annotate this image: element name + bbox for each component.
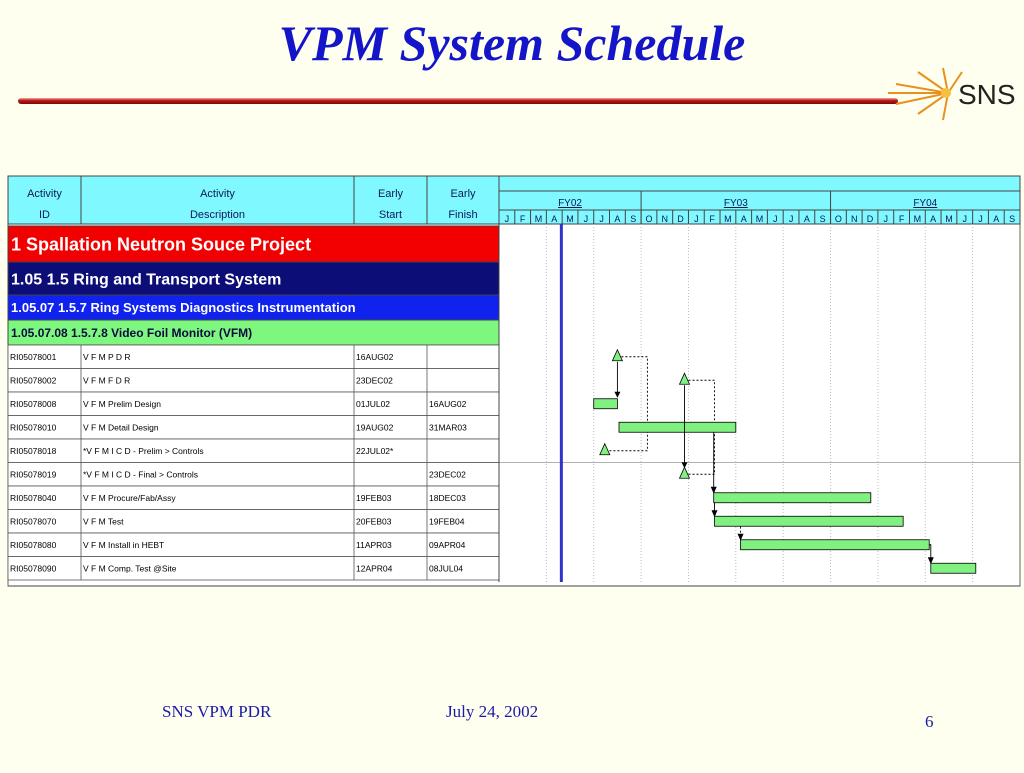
month-label: J bbox=[978, 214, 983, 224]
activity-bar bbox=[741, 540, 930, 550]
table-row bbox=[8, 463, 499, 487]
activity-early-start: 23DEC02 bbox=[356, 375, 393, 386]
table-row bbox=[8, 369, 499, 393]
activity-description: V F M Prelim Design bbox=[83, 398, 161, 409]
header-description-line2: Description bbox=[189, 209, 246, 221]
month-label: J bbox=[583, 214, 589, 224]
month-label: A bbox=[551, 214, 558, 224]
activity-id: RI05078019 bbox=[10, 469, 57, 480]
activity-early-start: 11APR03 bbox=[356, 539, 392, 550]
month-label: F bbox=[519, 214, 526, 224]
month-label: A bbox=[614, 214, 621, 224]
wbs-level-2-label: 1.05 1.5 Ring and Transport System bbox=[11, 271, 282, 289]
table-row bbox=[8, 533, 499, 557]
table-row bbox=[8, 557, 499, 581]
month-label: M bbox=[566, 214, 574, 224]
table-row bbox=[8, 345, 499, 369]
header-activity-id-line2: ID bbox=[39, 209, 50, 221]
header-description-line1: Activity bbox=[200, 188, 235, 200]
month-label: J bbox=[504, 214, 510, 224]
activity-id: RI05078001 bbox=[10, 351, 57, 362]
month-label: S bbox=[630, 214, 637, 224]
activity-bar bbox=[714, 493, 871, 503]
data-date-line bbox=[560, 224, 563, 582]
month-label: O bbox=[834, 214, 842, 224]
activity-early-finish: 31MAR03 bbox=[429, 422, 467, 433]
table-header-bg bbox=[8, 176, 499, 224]
month-label: M bbox=[724, 214, 732, 224]
table-row bbox=[8, 439, 499, 463]
activity-description: V F M Comp. Test @Site bbox=[83, 563, 177, 574]
activity-description: V F M Detail Design bbox=[83, 422, 159, 433]
activity-id: RI05078008 bbox=[10, 398, 57, 409]
fiscal-year-label: FY03 bbox=[723, 198, 748, 209]
month-label: D bbox=[866, 214, 874, 224]
month-label: M bbox=[534, 214, 543, 224]
activity-description: V F M P D R bbox=[83, 351, 131, 362]
wbs-level-1-label: 1 Spallation Neutron Souce Project bbox=[11, 234, 312, 255]
fiscal-year-label: FY02 bbox=[558, 198, 582, 209]
activity-early-start: 16AUG02 bbox=[356, 351, 394, 362]
header-early-finish-line1: Early bbox=[450, 188, 476, 200]
month-label: J bbox=[599, 214, 604, 224]
month-label: O bbox=[645, 214, 653, 224]
activity-bar bbox=[931, 563, 976, 573]
activity-bar bbox=[594, 399, 618, 409]
month-label: A bbox=[740, 214, 747, 224]
month-label: J bbox=[788, 214, 794, 224]
activity-early-start: 19FEB03 bbox=[356, 492, 392, 503]
activity-description: V F M Install in HEBT bbox=[83, 539, 165, 550]
footer-date: July 24, 2002 bbox=[446, 702, 539, 721]
activity-description: V F M Procure/Fab/Assy bbox=[83, 492, 176, 503]
month-label: J bbox=[883, 214, 889, 224]
month-label: A bbox=[993, 214, 1000, 224]
activity-early-finish: 08JUL04 bbox=[429, 563, 464, 574]
activity-description: V F M F D R bbox=[83, 375, 131, 386]
wbs-level-3-label: 1.05.07 1.5.7 Ring Systems Diagnostics Instrumentation bbox=[11, 300, 356, 316]
header-activity-id-line1: Activity bbox=[27, 188, 62, 200]
month-label: N bbox=[661, 214, 669, 224]
activity-early-start: 22JUL02* bbox=[356, 445, 394, 456]
activity-early-finish: 19FEB04 bbox=[429, 516, 465, 527]
month-label: J bbox=[694, 214, 699, 224]
month-label: A bbox=[930, 214, 937, 224]
month-label: N bbox=[850, 214, 858, 224]
activity-id: RI05078010 bbox=[10, 422, 57, 433]
footer-left: SNS VPM PDR bbox=[162, 702, 272, 721]
fiscal-year-label: FY04 bbox=[913, 198, 938, 209]
activity-early-finish: 16AUG02 bbox=[429, 398, 467, 409]
month-label: J bbox=[773, 214, 778, 224]
header-early-finish-line2: Finish bbox=[448, 209, 478, 221]
month-label: M bbox=[945, 214, 953, 224]
month-label: D bbox=[677, 214, 684, 224]
activity-id: RI05078090 bbox=[10, 563, 57, 574]
activity-description: V F M Test bbox=[83, 516, 124, 527]
month-label: A bbox=[803, 214, 810, 224]
month-label: S bbox=[819, 214, 826, 224]
activity-early-finish: 18DEC03 bbox=[429, 492, 466, 503]
header-early-start-line1: Early bbox=[377, 188, 404, 200]
table-row bbox=[8, 416, 499, 440]
activity-early-finish: 09APR04 bbox=[429, 539, 466, 550]
activity-early-finish: 23DEC02 bbox=[429, 469, 466, 480]
activity-early-start: 20FEB03 bbox=[356, 516, 392, 527]
activity-id: RI05078080 bbox=[10, 539, 57, 550]
activity-bar bbox=[619, 422, 736, 432]
activity-id: RI05078070 bbox=[10, 516, 57, 527]
table-row bbox=[8, 392, 499, 416]
activity-early-start: 19AUG02 bbox=[356, 422, 394, 433]
activity-id: RI05078040 bbox=[10, 492, 57, 503]
activity-id: RI05078018 bbox=[10, 445, 57, 456]
activity-description: *V F M I C D - Final > Controls bbox=[83, 469, 199, 480]
slide-title: VPM System Schedule bbox=[278, 15, 746, 71]
table-row bbox=[8, 510, 499, 534]
activity-bar bbox=[715, 516, 904, 526]
activity-id: RI05078002 bbox=[10, 375, 57, 386]
wbs-level-4-label: 1.05.07.08 1.5.7.8 Video Foil Monitor (VFM) bbox=[11, 325, 253, 340]
table-row bbox=[8, 486, 499, 510]
month-label: M bbox=[913, 214, 922, 224]
month-label: S bbox=[1009, 214, 1016, 224]
sns-logo-text: SNS bbox=[958, 79, 1016, 110]
month-label: F bbox=[898, 214, 905, 224]
month-label: J bbox=[962, 214, 967, 224]
header-early-start-line2: Start bbox=[378, 209, 403, 221]
page-number: 6 bbox=[925, 712, 934, 731]
activity-early-start: 01JUL02 bbox=[356, 398, 391, 409]
activity-description: *V F M I C D - Prelim > Controls bbox=[83, 445, 204, 456]
month-label: M bbox=[755, 214, 764, 224]
month-label: F bbox=[709, 214, 715, 224]
activity-early-start: 12APR04 bbox=[356, 563, 393, 574]
